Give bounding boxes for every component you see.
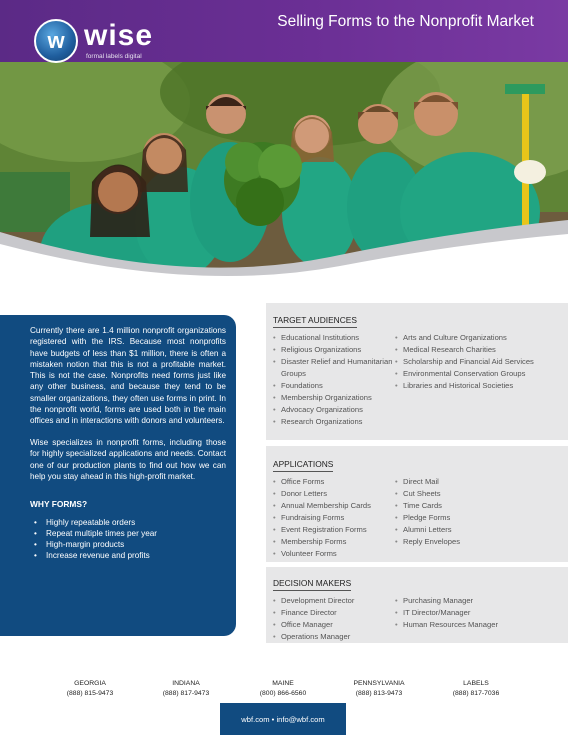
list-item: • High-margin products xyxy=(30,539,226,550)
list-item: • Office Manager xyxy=(273,619,395,631)
list-item: • Disaster Relief and Humanitarian Groups xyxy=(273,356,395,380)
list-item: • Pledge Forms xyxy=(395,512,555,524)
intro-paragraph-2: Wise specializes in nonprofit forms, including those for highly specialized applications and needs. Contact one of our production plants to find out how we can help you stay ahead in this high-profit market. xyxy=(30,438,226,482)
location-phone: (888) 813-9473 xyxy=(355,689,403,697)
list-item: • Increase revenue and profits xyxy=(30,550,226,561)
list-item: • Religious Organizations xyxy=(273,344,395,356)
location-pennsylvania xyxy=(329,679,429,698)
contact-links[interactable]: wbf.com • info@wbf.com xyxy=(241,714,325,724)
list-item: • Purchasing Manager xyxy=(395,595,555,607)
list-item: • Development Director xyxy=(273,595,395,607)
list-item: • Repeat multiple times per year xyxy=(30,528,226,539)
list-item: • Arts and Culture Organizations xyxy=(395,332,555,344)
intro-paragraph-1: Currently there are 1.4 million nonprofit organizations registered with the IRS. Because most nonprofits have budgets of less than $1 million, there is often a mistaken notion that this is not a profitable market. This is not the case. Nonprofits need forms just like any other business, and because they tend to be smaller organizations, they often use forms in print. In the nonprofit world, forms are used both in the main offices and in interactions with donors and volunteers. xyxy=(30,326,226,426)
target-audiences-col-2 xyxy=(395,332,555,428)
why-forms-title: WHY FORMS? xyxy=(30,499,88,510)
list-item: • Highly repeatable orders xyxy=(30,517,226,528)
logo-badge xyxy=(34,19,78,63)
list-item: • Libraries and Historical Societies xyxy=(395,380,555,392)
logo-wordmark: wise xyxy=(84,19,154,52)
list-item: • Environmental Conservation Groups xyxy=(395,368,555,380)
list-item: • Medical Research Charities xyxy=(395,344,555,356)
location-phone: (888) 817-9473 xyxy=(162,689,210,697)
list-item: • IT Director/Manager xyxy=(395,607,555,619)
list-item: • Annual Membership Cards xyxy=(273,500,395,512)
decision-makers-col-2 xyxy=(395,595,555,643)
list-item: • Human Resources Manager xyxy=(395,619,555,631)
applications-col-2 xyxy=(395,476,555,560)
location-indiana xyxy=(136,679,236,698)
list-item: • Alumni Letters xyxy=(395,524,555,536)
location-phone: (888) 817-7036 xyxy=(452,689,500,697)
list-item: • Foundations xyxy=(273,380,395,392)
list-item: • Donor Letters xyxy=(273,488,395,500)
list-item: • Reply Envelopes xyxy=(395,536,555,548)
applications-col-1 xyxy=(273,476,395,560)
applications-title: APPLICATIONS xyxy=(273,459,333,472)
applications-box xyxy=(266,446,568,562)
list-item: • Finance Director xyxy=(273,607,395,619)
target-audiences-col-1 xyxy=(273,332,395,428)
list-item: • Volunteer Forms xyxy=(273,548,395,560)
contact-bar xyxy=(220,703,346,735)
list-item: • Operations Manager xyxy=(273,631,395,643)
target-audiences-title: TARGET AUDIENCES xyxy=(273,315,357,328)
list-item: • Direct Mail xyxy=(395,476,555,488)
list-item: • Event Registration Forms xyxy=(273,524,395,536)
logo-letter: w xyxy=(47,28,65,53)
location-name: LABELS xyxy=(463,680,489,687)
logo-tagline: formal labels digital xyxy=(86,53,142,60)
white-swoosh xyxy=(0,62,568,280)
location-labels xyxy=(426,679,526,698)
location-maine xyxy=(233,679,333,698)
list-item: • Fundraising Forms xyxy=(273,512,395,524)
intro-panel xyxy=(0,315,236,636)
decision-makers-col-1 xyxy=(273,595,395,643)
list-item: • Cut Sheets xyxy=(395,488,555,500)
list-item: • Time Cards xyxy=(395,500,555,512)
list-item: • Educational Institutions xyxy=(273,332,395,344)
list-item: • Scholarship and Financial Aid Services xyxy=(395,356,555,368)
list-item: • Office Forms xyxy=(273,476,395,488)
list-item: • Membership Forms xyxy=(273,536,395,548)
location-georgia xyxy=(40,679,140,698)
volunteers-photo xyxy=(0,62,568,280)
location-name: GEORGIA xyxy=(74,680,106,687)
target-audiences-box xyxy=(266,303,568,440)
list-item: • Advocacy Organizations xyxy=(273,404,395,416)
location-name: INDIANA xyxy=(172,680,200,687)
location-name: PENNSYLVANIA xyxy=(353,680,405,687)
location-phone: (888) 815-9473 xyxy=(66,689,114,697)
location-name: MAINE xyxy=(272,680,294,687)
decision-makers-title: DECISION MAKERS xyxy=(273,578,351,591)
list-item: • Research Organizations xyxy=(273,416,395,428)
location-phone: (800) 866-6560 xyxy=(259,689,307,697)
page-title: Selling Forms to the Nonprofit Market xyxy=(277,13,534,30)
decision-makers-box xyxy=(266,567,568,643)
why-forms-list xyxy=(30,517,226,562)
list-item: • Membership Organizations xyxy=(273,392,395,404)
